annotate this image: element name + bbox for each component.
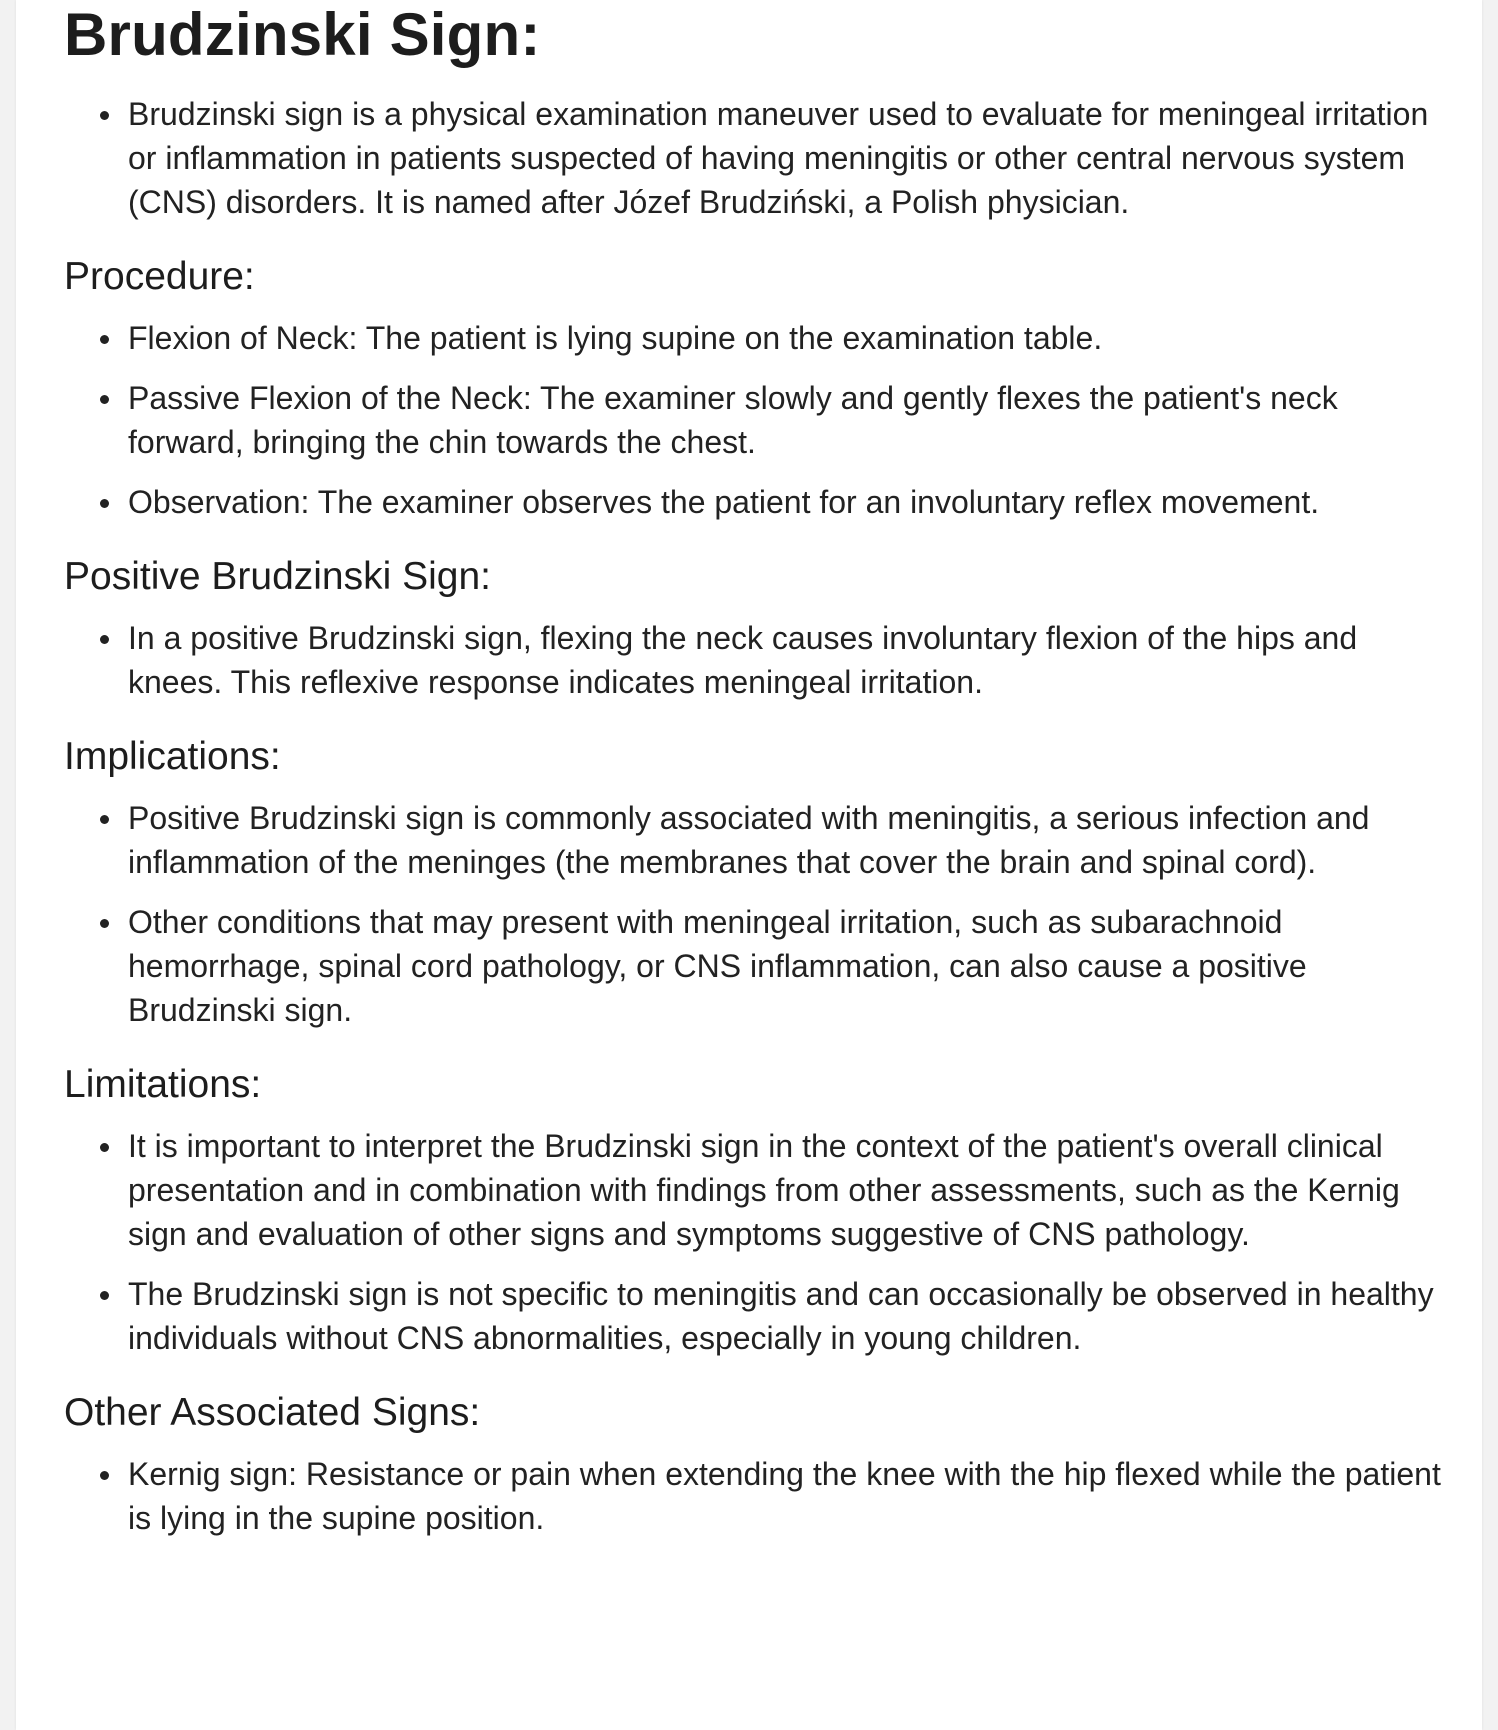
list-item: Kernig sign: Resistance or pain when extending the knee with the hip flexed while the patient is lying in the supine position. [128, 1452, 1444, 1540]
section-limitations [64, 1060, 1444, 1360]
list-item: Positive Brudzinski sign is commonly associated with meningitis, a serious infection and inflammation of the meninges (the membranes that cover the brain and spinal cord). [128, 796, 1444, 884]
list-item: In a positive Brudzinski sign, flexing the neck causes involuntary flexion of the hips and knees. This reflexive response indicates meningeal irritation. [128, 616, 1444, 704]
list-item: It is important to interpret the Brudzinski sign in the context of the patient's overall clinical presentation and in combination with findings from other assessments, such as the Kernig sign and evaluation of other signs and symptoms suggestive of CNS pathology. [128, 1124, 1444, 1256]
list-item: Observation: The examiner observes the patient for an involuntary reflex movement. [128, 480, 1444, 524]
list-item: Flexion of Neck: The patient is lying supine on the examination table. [128, 316, 1444, 360]
section-list [64, 796, 1444, 1032]
list-item: Passive Flexion of the Neck: The examiner slowly and gently flexes the patient's neck forward, bringing the chin towards the chest. [128, 376, 1444, 464]
section-heading: Positive Brudzinski Sign: [64, 555, 492, 598]
section-heading: Other Associated Signs: [64, 1391, 481, 1434]
section-list [64, 1452, 1444, 1540]
section-list [64, 616, 1444, 704]
section-heading: Procedure: [64, 255, 255, 298]
list-item: Brudzinski sign is a physical examination maneuver used to evaluate for meningeal irritation or inflammation in patients suspected of having meningitis or other central nervous system (CNS) disorders. It is named after Józef Brudziński, a Polish physician. [128, 92, 1444, 224]
section-heading: Limitations: [64, 1063, 262, 1106]
section-procedure [64, 252, 1444, 524]
page-title: Brudzinski Sign: [64, 1, 541, 68]
section-heading: Implications: [64, 735, 281, 778]
intro-list [64, 92, 1444, 224]
section-implications [64, 732, 1444, 1032]
list-item: The Brudzinski sign is not specific to meningitis and can occasionally be observed in healthy individuals without CNS abnormalities, especially in young children. [128, 1272, 1444, 1360]
section-list [64, 1124, 1444, 1360]
section-positive-sign [64, 552, 1444, 704]
document-page [16, 0, 1482, 1730]
document-content [64, 0, 1444, 1540]
section-list [64, 316, 1444, 524]
list-item: Other conditions that may present with meningeal irritation, such as subarachnoid hemorrhage, spinal cord pathology, or CNS inflammation, can also cause a positive Brudzinski sign. [128, 900, 1444, 1032]
section-other-signs [64, 1388, 1444, 1540]
